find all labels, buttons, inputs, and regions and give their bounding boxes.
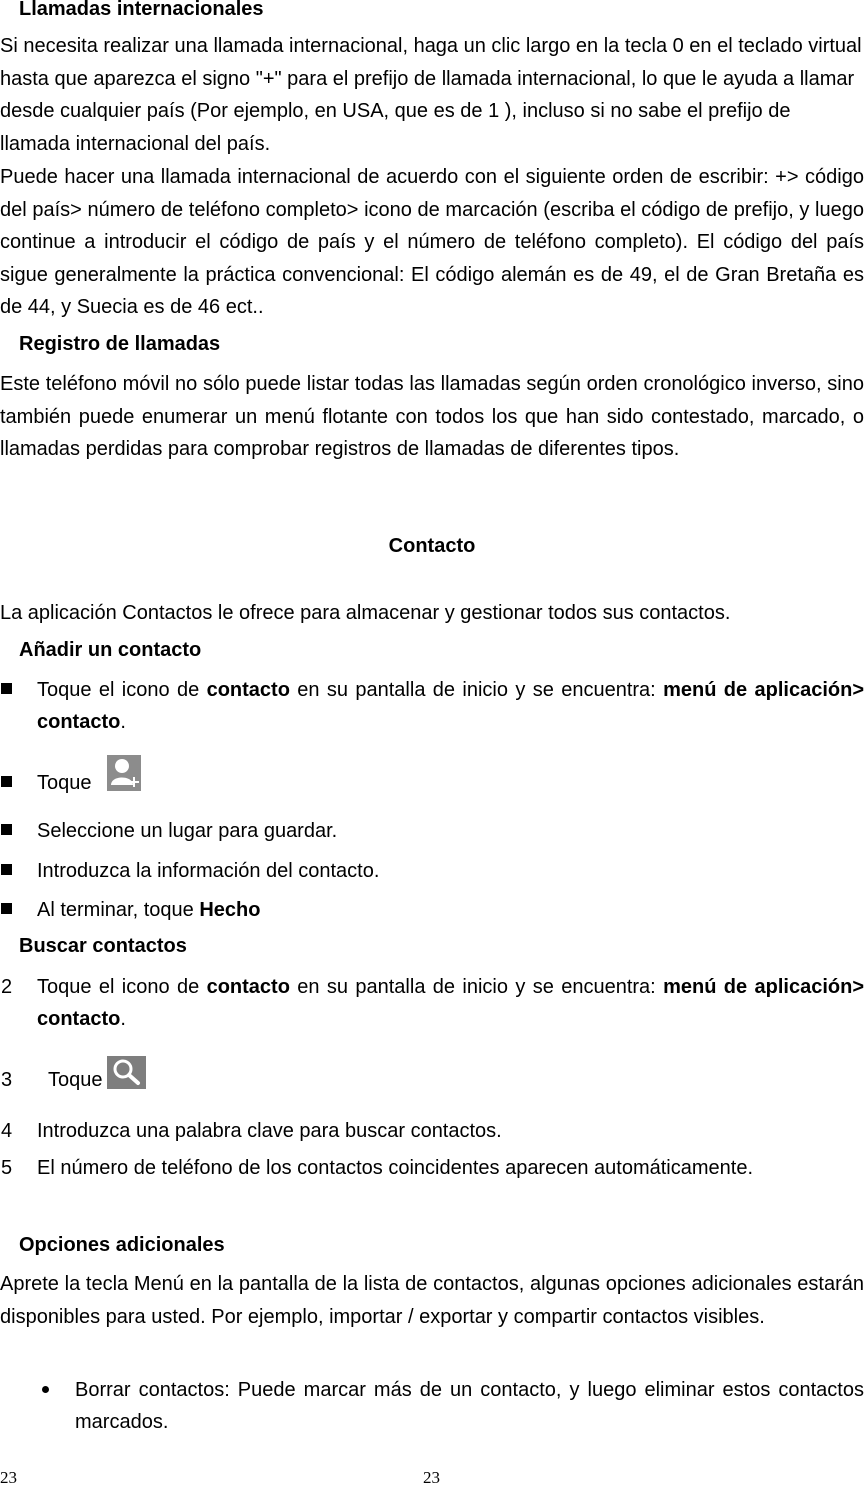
footer-page-number-center: 23: [423, 1468, 440, 1487]
heading-add-contact: Añadir un contacto: [19, 639, 202, 661]
square-bullet-icon: [1, 776, 12, 787]
footer-page-number-left: 23: [0, 1468, 17, 1487]
round-bullet-icon: [42, 1386, 49, 1393]
search-icon: [107, 1056, 146, 1089]
list-item-text: Toque el icono de contacto en su pantalla de inicio y se encuentra: menú de aplicación> contacto.: [37, 976, 864, 1030]
list-item-text: El número de teléfono de los contactos coincidentes aparecen automáticamente.: [37, 1157, 753, 1179]
list-number: 5: [1, 1157, 13, 1179]
list-item: [0, 674, 864, 740]
add-contact-icon: [107, 755, 141, 791]
list-item-text: Toque: [37, 772, 92, 794]
list-item-text: Introduzca la información del contacto.: [37, 860, 380, 882]
list-item: [0, 1064, 864, 1100]
paragraph-contact-intro: La aplicación Contactos le ofrece para almacenar y gestionar todos sus contactos.: [0, 602, 731, 624]
square-bullet-icon: [1, 683, 12, 694]
heading-call-log: Registro de llamadas: [19, 333, 221, 355]
list-item-text: Seleccione un lugar para guardar.: [37, 820, 338, 842]
paragraph-international-1: Si necesita realizar una llamada internacional, haga un clic largo en la tecla 0 en el teclado virtual hasta que aparezca el signo "+" para el prefijo de llamada internacional, lo que le ayuda a llamar desde cualquier país (Por ejemplo, en USA, que es de 1 ), incluso si no sabe el prefijo de llamada internacional del país.: [0, 35, 862, 155]
list-item-text: Introduzca una palabra clave para buscar contactos.: [37, 1120, 502, 1142]
square-bullet-icon: [1, 824, 12, 835]
square-bullet-icon: [1, 864, 12, 875]
list-item-text: Toque el icono de contacto en su pantalla de inicio y se encuentra: menú de aplicación> contacto.: [37, 679, 864, 733]
list-item-text: Al terminar, toque Hecho: [37, 899, 261, 921]
list-item: [0, 971, 864, 1037]
section-title-contact: Contacto: [388, 535, 476, 557]
list-number: 4: [1, 1120, 13, 1142]
heading-search-contacts: Buscar contactos: [19, 935, 187, 957]
list-item: [0, 767, 864, 803]
paragraph-international-2: Puede hacer una llamada internacional de acuerdo con el siguiente orden de escribir: +> código del país> número de teléfono completo> icono de marcación (escriba el código de prefijo, y luego continue a introducir el código de país y el número de teléfono completo). El código del país sigue generalmente la práctica convencional: El código alemán es de 49, el de Gran Bretaña es de 44, y Suecia es de 46 ect..: [0, 166, 864, 319]
square-bullet-icon: [1, 903, 12, 914]
heading-additional-options: Opciones adicionales: [19, 1234, 225, 1256]
heading-international-calls: Llamadas internacionales: [19, 0, 264, 20]
list-item-text: Borrar contactos: Puede marcar más de un contacto, y luego eliminar estos contactos marcados.: [75, 1379, 864, 1433]
list-number: 3: [1, 1069, 13, 1091]
paragraph-additional-options: Aprete la tecla Menú en la pantalla de la lista de contactos, algunas opciones adicionales estarán disponibles para usted. Por ejemplo, importar / exportar y compartir contactos visibles.: [0, 1273, 864, 1328]
list-item-text: Toque: [48, 1069, 103, 1091]
list-number: 2: [1, 976, 13, 998]
paragraph-call-log: Este teléfono móvil no sólo puede listar todas las llamadas según orden cronológico inverso, sino también puede enumerar un menú flotante con todos los que han sido contestado, marcado, o llamadas perdidas para comprobar registros de llamadas de diferentes tipos.: [0, 373, 864, 461]
